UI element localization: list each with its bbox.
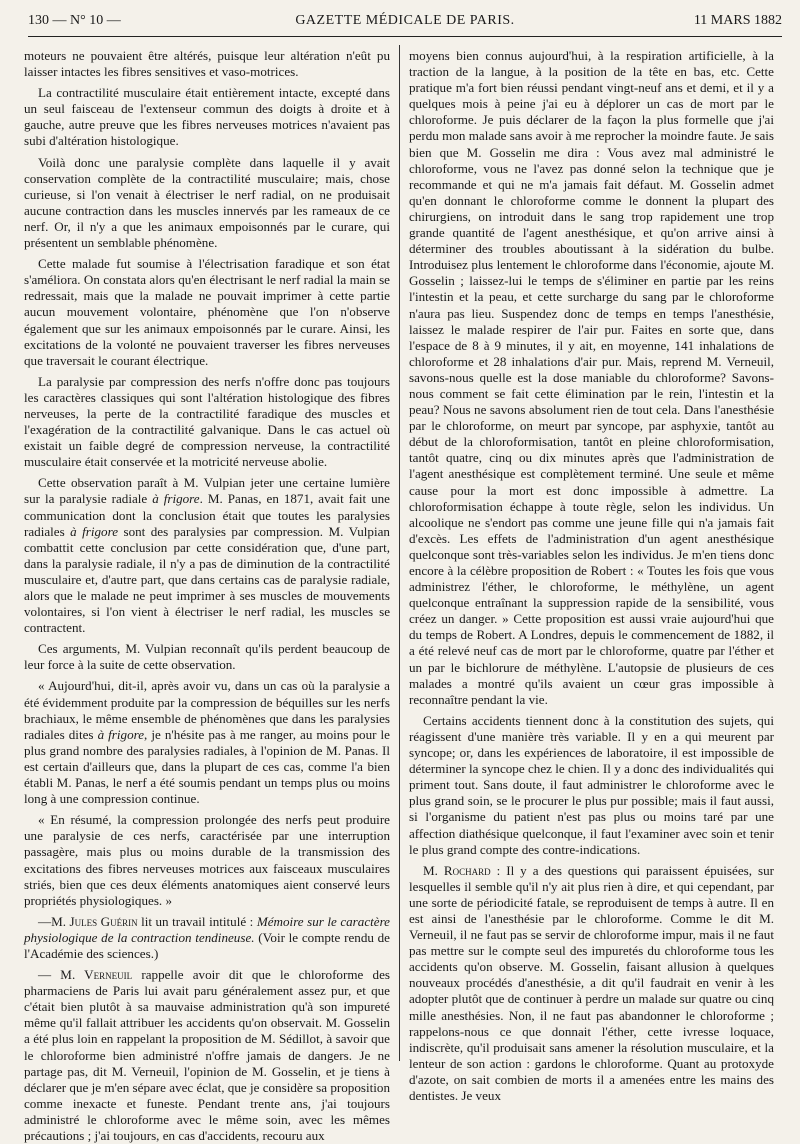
paragraph: moyens bien connus aujourd'hui, à la respiration artificielle, à la traction de la langue, à la position de la tête en bas, etc. Cette pratique m'a fort bien réussi pendant vingt-neuf ans et demi, et il y a quelques mois à peine j'ai eu à déplorer un cas de mort par le chloroforme. Je puis déclarer de la façon la plus formelle que j'ai perdu mon malade sans avoir à me reprocher la moindre faute. Je sais bien que M. Gosselin me dira : Vous avez mal administré le chloroforme, vous ne l'avez pas donné selon la technique que je recommande et qui ne m'a jamais fait défaut. M. Gosselin admet qu'en donnant le chloroforme comme le donnent la plupart des chirurgiens, on introduit dans le sang trop rapidement une trop grande quantité de l'agent anesthésique, et qu'on arrive ainsi à déterminer des troubles aboutissant à la sidération du bulbe. Introduisez plus lentement le chloroforme dans l'économie, ajoute M. Gosselin ; laissez-lui le temps de s'éliminer en partie par les reins l'intestin et la peau, et cette surcharge du sang par le chloroforme n'aura pas lieu. Suspendez donc de temps en temps l'anesthésie, laissez le malade respirer de l'air pur. Faites en sorte que, dans l'espace de 8 à 9 minutes, il y ait, en moyenne, 141 inhalations de chloroforme et 28 inhalations d'air pur. Mais, reprend M. Verneuil, savons-nous quelle est la dose maniable du chloroforme? Savons-nous comment se fait cette élimination par le rein, l'intestin et la peau? Nous ne savons absolument rien de tout cela. Dans l'anesthésie par le chloroforme, on meurt par syncope, par asphyxie, tantôt au début de la chloroformisation, tantôt en pleine chloroformisation, tantôt quatre, cinq ou dix minutes après que l'administration de l'agent anesthésique est complètement terminé. Une seule et même cause pour la mort est donc impossible à admettre. La chloroformisation échappe à toute règle, selon les individus. Un alcoolique ne s'endort pas comme une jeune fille qui n'a jamais fait d'excès. Les effets de l'administration d'un agent anesthésique quelconque sont très-variables selon les individus. Je m'en tiens donc encore à la célèbre proposition de Robert : « Toutes les fois que vous administrez l'éther, le chloroforme, le méthylène, un agent quelconque entraînant la suppression rapide de la sensibilité, vous créez un danger. » Cette proposition est aussi vraie aujourd'hui que du temps de Robert. A Londres, depuis le commencement de 1882, il a été relevé neuf cas de mort par le chloroforme, quatre par l'éther et un par le bichlorure de méthylène. L'autopsie de plusieurs de ces malades a montré qu'ils avaient un cœur gras impossible à reconnaître pendant la vie. (409, 48, 774, 707)
column-divider (399, 45, 400, 1061)
paragraph: Certains accidents tiennent donc à la constitution des sujets, qui réagissent d'une manière très variable. Il y en a qui meurent par syncope; or, dans les expériences de laboratoire, il est impossible de déterminer la syncope chez le chien. Il y a donc des individualités qui priment tout. Sans doute, il faut administrer le chloroforme avec le plus grand soin, se le procurer le plus pur possible; mais il faut aussi, si l'organisme du patient n'est pas plus ou moins taré par une affection diathésique quelconque, il faut l'examiner avec soin et tenir le plus grand compte des contre-indications. (409, 712, 774, 857)
issue-number: — N° 10 — (52, 13, 121, 28)
speaker-name: M. Rochard (423, 862, 491, 878)
right-column (409, 48, 774, 1103)
paragraph: M. Rochard : Il y a des questions qui paraissent épuisées, sur lesquelles il semble qu'il n'y ait plus rien à dire, et qui cependant, par une sorte de périodicité fatale, se reproduisent de temps à autre. Il en est ainsi de l'anesthésie par le chloroforme. Comme le dit M. Verneuil, il ne faut pas se servir de chloroforme impur, mais il ne faut pas mettre sur le compte seul des impuretés du chloroforme tous les accidents qu'on observe. M. Gosselin, faisant allusion à quelques nouveaux procédés d'anesthésie, a dit qu'il faudrait en venir à les adopter plutôt que de continuer à perdre un malade sur quatre ou cinq mille anesthésies. Non, il ne faut pas abandonner le chloroforme ; rappelons-nous ce que donnait l'éther, cette ivresse loquace, indiscrète, qu'il produisait sans amener la résolution musculaire, et la lenteur de son action : gardons le chloroforme. Quant au protoxyde d'azote, on sait combien de morts il a amenées entre les mains des dentistes. Je veux (409, 862, 774, 1103)
paragraph: —M. Jules Guérin lit un travail intitulé : Mémoire sur le caractère physiologique de la contraction tendineuse. (Voir le compte rendu de l'Académie des sciences.) (24, 913, 390, 961)
left-column (24, 48, 390, 1143)
header-rule (28, 36, 782, 37)
journal-title: GAZETTE MÉDICALE DE PARIS. (295, 13, 515, 28)
paragraph: « En résumé, la compression prolongée des nerfs peut produire une paralysie de ces nerfs, caractérisée par une interruption passagère, mais plus ou moins durable de la transmission des excitations des fibres nerveuses motrices aux faisceaux musculaires striés, bien que ces deux éléments anatomiques aient conservé leurs propriétés physiologiques. » (24, 812, 390, 908)
paragraph: Voilà donc une paralysie complète dans laquelle il y avait conservation complète de la contractilité musculaire; mais, chose curieuse, si l'on venait à électriser le nerf radial, on ne produisait aucune contraction dans les muscles innervés par les rameaux de ce nerf. Or, il n'y a que les animaux empoisonnés par le curare, qui présentent un semblable phénomène. (24, 154, 390, 251)
speaker-name: —M. Jules Guérin (38, 913, 138, 929)
paragraph: Cette observation paraît à M. Vulpian jeter une certaine lumière sur la paralysie radiale à frigore. M. Panas, en 1871, avait fait une communication dont la conclusion était que toutes les paralysies radiales à frigore sont des paralysies par compression. M. Vulpian combattit cette conclusion par cette considération que, d'une part, dans la paralysie radiale, il n'y a pas de diminution de la contractilité musculaire et, d'autre part, que dans certains cas de paralysie radiale, alors que le malade ne peut imprimer à ses muscles de mouvements volontaires, si l'on vient à électriser le nerf radial, les muscles se contractent. (24, 475, 390, 636)
paragraph: La paralysie par compression des nerfs n'offre donc pas toujours les caractères classiques qui sont l'altération histologique des fibres nerveuses, la perte de la contractilité faradique des muscles et l'exagération de la contractilité galvanique. Dans le cas actuel où existait un faible degré de compression nerveuse, la contractilité musculaire était conservée et la motricité nerveuse abolie. (24, 373, 390, 470)
page-number: 130 (28, 13, 49, 28)
speaker-name: — M. Verneuil (38, 967, 133, 983)
paragraph: — M. Verneuil rappelle avoir dit que le chloroforme des pharmaciens de Paris lui avait paru généralement assez pur, et que c'était bien plutôt à sa mauvaise administration qu'à son impureté même qu'il fallait attribuer les accidents qu'on observait. M. Gosselin a été plus loin en rappelant la proposition de M. Sédillot, à savoir que le chloroforme bien administré n'offre jamais de dangers. Je ne partage pas, dit M. Verneuil, l'opinion de M. Gosselin, et je tiens à déclarer que je m'en sépare avec éclat, que je considère sa proposition comme inexacte et funeste. Pendant trente ans, j'ai toujours administré le chloroforme avec le même soin, avec les mêmes précautions ; j'ai toujours, en cas d'accidents, recouru aux (24, 967, 390, 1143)
paragraph: La contractilité musculaire était entièrement intacte, excepté dans un seul faisceau de l'extenseur commun des doigts à droite et à gauche, autre preuve que les fibres nerveuses motrices n'avaient pas subi d'altération histologique. (24, 85, 390, 149)
paragraph: Cette malade fut soumise à l'électrisation faradique et son état s'améliora. On constata alors qu'en électrisant le nerf radial la main se redressait, mais que la malade ne pouvait imprimer à cette partie aucun mouvement volontaire, phénomène que l'on n'observe également que sur les animaux empoisonnés par le curare. Ainsi, les excitations de la volonté ne pouvaient traverser les fibres nerveuses que traversait le courant électrique. (24, 256, 390, 368)
page-header (28, 13, 782, 33)
work-title: Mémoire sur le caractère physiologique de la contraction tendineuse. (24, 913, 390, 945)
paragraph: moteurs ne pouvaient être altérés, puisque leur altération n'eût pu laisser intactes les fibres sensitives et vaso-motrices. (24, 48, 390, 80)
paragraph: « Aujourd'hui, dit-il, après avoir vu, dans un cas où la paralysie a été évidemment produite par la compression de béquilles sur les nerfs brachiaux, le même ensemble de phénomènes que dans les paralysies radiales dites à frigore, je n'hésite pas à me ranger, au moins pour le plus grand nombre des paralysies radiales, à l'opinion de M. Panas. Il est certain d'ailleurs que, dans la plupart de ces cas, comme l'a bien établi M. Panas, le nerf a été soumis pendant un temps plus ou moins long à une compression continue. (24, 678, 390, 807)
paragraph: Ces arguments, M. Vulpian reconnaît qu'ils perdent beaucoup de leur force à la suite de cette observation. (24, 641, 390, 673)
issue-date: 11 MARS 1882 (693, 13, 782, 28)
